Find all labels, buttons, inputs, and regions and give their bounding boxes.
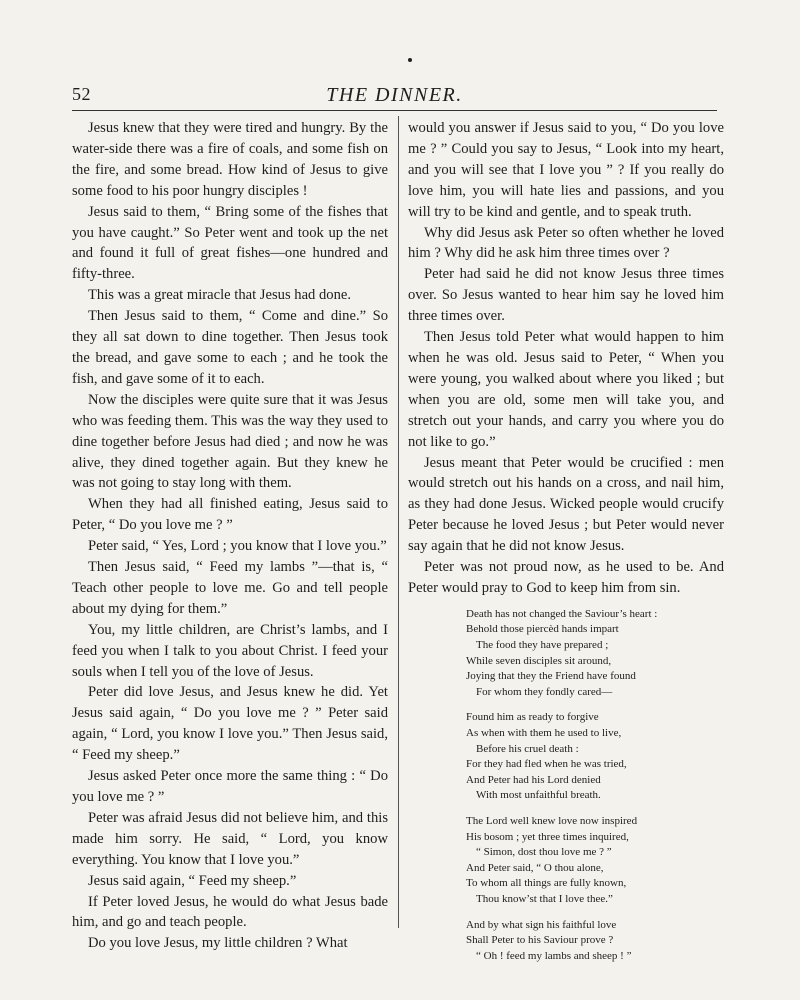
paragraph: Jesus meant that Peter would be crucified : men would stretch out his hands on a cross, and nail him, as they had done Jesus. Wicked people would crucify Peter because he loved Jesus ; but Peter would never say again that he did not know Jesus. <box>408 454 724 555</box>
poem-line: The Lord well knew love now inspired <box>466 814 638 827</box>
paragraph: If Peter loved Jesus, he would do what Jesus bade him, and go and teach people. <box>72 893 388 931</box>
poem-stanza <box>466 710 724 804</box>
paragraph: Peter was afraid Jesus did not believe him, and this made him sorry. He said, “ Lord, you know everything. You know that I love you.” <box>72 809 388 868</box>
paragraph: Jesus said again, “ Feed my sheep.” <box>88 872 297 889</box>
poem <box>466 607 724 964</box>
poem-line: And Peter had his Lord denied <box>466 773 601 786</box>
paragraph: You, my little children, are Christ’s lambs, and I feed you when I talk to you about Christ. I feed your souls when I tell you of the love of Jesus. <box>72 621 388 680</box>
poem-line: Death has not changed the Saviour’s heart : <box>466 607 658 620</box>
poem-line: His bosom ; yet three times inquired, <box>466 830 629 843</box>
header-rule <box>72 110 717 111</box>
paragraph: Then Jesus said to them, “ Come and dine.” So they all sat down to dine together. Then Jesus took the bread, and gave some to each ; and he took the fish, and gave some of it to each. <box>72 308 388 387</box>
poem-stanza <box>466 918 724 965</box>
paragraph: Jesus asked Peter once more the same thing : “ Do you love me ? ” <box>72 768 388 805</box>
poem-line: While seven disciples sit around, <box>466 654 612 667</box>
poem-line: And by what sign his faithful love <box>466 918 617 931</box>
left-column <box>72 118 388 954</box>
poem-line: And Peter said, “ O thou alone, <box>466 861 604 874</box>
paragraph: Peter said, “ Yes, Lord ; you know that I love you.” <box>88 538 387 555</box>
poem-line: Found him as ready to forgive <box>466 711 599 724</box>
paragraph: Do you love Jesus, my little children ? What <box>88 935 348 952</box>
paragraph-continued: would you answer if Jesus said to you, “ Do you love me ? ” Could you say to Jesus, “ Look into my heart, and you will see that I love you ” ? If you really do love him, you will hate lies and passions, and you will try to be kind and gentle, and to speak truth. <box>408 120 724 220</box>
poem-line: To whom all things are fully known, <box>466 877 627 890</box>
poem-line: Before his cruel death : <box>476 742 579 755</box>
poem-line: For whom they fondly cared— <box>476 685 613 698</box>
poem-stanza <box>466 814 724 908</box>
printer-mark <box>408 58 412 62</box>
poem-line: Shall Peter to his Saviour prove ? <box>466 934 614 947</box>
poem-line: As when with them he used to live, <box>466 727 622 739</box>
poem-line: “ Oh ! feed my lambs and sheep ! ” <box>476 949 632 962</box>
paragraph: When they had all finished eating, Jesus said to Peter, “ Do you love me ? ” <box>72 496 388 534</box>
column-divider <box>398 116 399 928</box>
paragraph: Peter had said he did not know Jesus three times over. So Jesus wanted to hear him say he loved him three times over. <box>408 266 724 325</box>
paragraph: Jesus knew that they were tired and hungry. By the water-side there was a fire of coals, and some fish on the fire, and some bread. How kind of Jesus to give some food to his poor hungry disciples ! <box>72 120 388 199</box>
paragraph: Jesus said to them, “ Bring some of the fishes that you have caught.” So Peter went and took up the net and found it full of great fishes—one hundred and fifty-three. <box>72 203 388 283</box>
poem-line: Thou know’st that I love thee.” <box>476 892 613 905</box>
paragraph: Then Jesus told Peter what would happen to him when he was old. Jesus said to Peter, “ When you were young, you walked about where you liked ; but when you are old, some men will take you, and stretch out your hands, and carry you where you do not like to go.” <box>408 329 724 450</box>
poem-line: “ Simon, dost thou love me ? ” <box>476 846 612 859</box>
poem-line: For they had fled when he was tried, <box>466 758 627 771</box>
paragraph: Then Jesus said, “ Feed my lambs ”—that is, “ Teach other people to love me. Go and tell people about my dying for them.” <box>72 559 388 617</box>
paragraph: Peter did love Jesus, and Jesus knew he did. Yet Jesus said again, “ Do you love me ? ” Peter said again, “ Lord, you know I love you.” Then Jesus said, “ Feed my sheep.” <box>72 684 388 764</box>
poem-line: Behold those piercèd hands impart <box>466 623 619 636</box>
poem-line: The food they have prepared ; <box>476 639 609 652</box>
paragraph: Why did Jesus ask Peter so often whether he loved him ? Why did he ask him three times over ? <box>408 224 724 262</box>
paragraph: Now the disciples were quite sure that it was Jesus who was feeding them. This was the way they used to dine together before Jesus had died ; and now he was alive, they dined together again. But they knew he was not going to stay long with them. <box>72 391 388 492</box>
page-number: 52 <box>72 84 91 104</box>
poem-stanza <box>466 607 724 701</box>
running-title: THE DINNER. <box>326 84 463 106</box>
paragraph: This was a great miracle that Jesus had done. <box>88 287 352 304</box>
paragraph: Peter was not proud now, as he used to be. And Peter would pray to God to keep him from sin. <box>408 559 724 596</box>
page-header <box>72 84 717 110</box>
poem-line: With most unfaithful breath. <box>476 789 601 802</box>
poem-line: Joying that they the Friend have found <box>466 670 636 683</box>
right-column <box>408 118 724 974</box>
